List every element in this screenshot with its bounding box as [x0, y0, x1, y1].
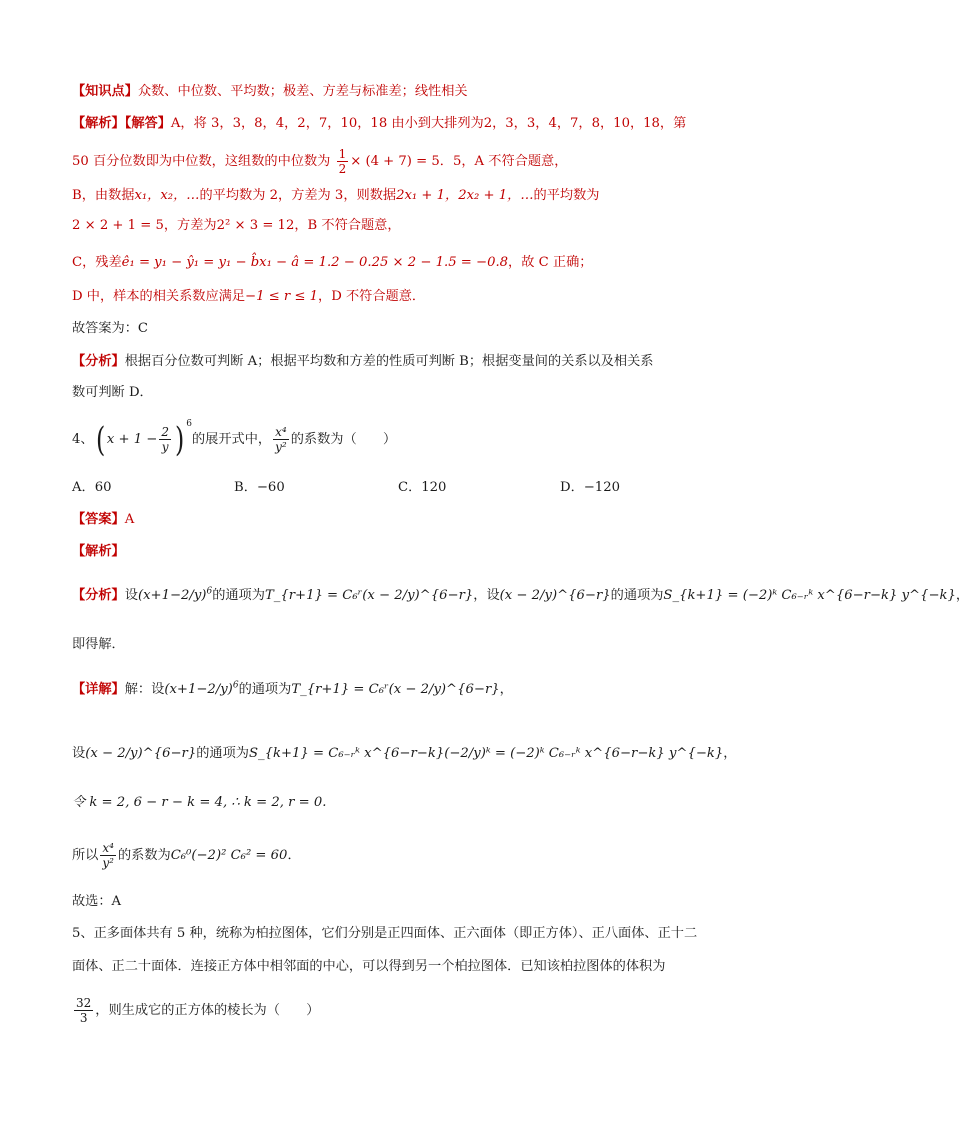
solution-tag: 【解析】【解答】 — [72, 116, 171, 131]
question-4 — [72, 418, 397, 460]
variance-formula: 2² × 3 = 12 — [216, 218, 295, 233]
knowledge-text: 众数、中位数、平均数；极差、方差与标准差；线性相关 — [137, 84, 468, 99]
fx-c: T_{r+1} = C₆ʳ(x − 2/y)^{6−r} — [264, 588, 474, 603]
analysis-tag: 【分析】 — [72, 354, 125, 369]
mean-formula: 2 × 2 + 1 = 5 — [72, 218, 164, 233]
step-4 — [72, 892, 121, 912]
xj-b: 的通项为 — [238, 682, 292, 697]
q4-term-den: y² — [275, 440, 287, 454]
knowledge-points-line — [72, 82, 468, 102]
s3-b: 的系数为 — [117, 848, 171, 863]
half-fraction — [337, 148, 349, 175]
solution-line-4 — [72, 216, 401, 236]
b-conclusion: ，B 不符合题意， — [294, 218, 401, 233]
s1-c: 的通项为 — [196, 746, 249, 761]
analysis-line-1 — [72, 352, 653, 372]
fx-f: 的通项为 — [610, 588, 664, 603]
step-2 — [72, 793, 326, 813]
d-intro: D 中，样本的相关系数应满足 — [72, 289, 246, 304]
step-1 — [72, 744, 736, 764]
s4-text: 故选：A — [72, 894, 122, 909]
q4-jiexi — [72, 542, 125, 562]
answer-tag: 【答案】 — [72, 512, 125, 527]
q4-number: 4、 — [72, 432, 94, 447]
xj-a: 解：设 — [124, 682, 165, 697]
q4-expr: x + 1 − — [106, 432, 158, 447]
q4-answer — [72, 510, 134, 530]
residual-formula: ê₁ = y₁ − ŷ₁ = y₁ − b̂x₁ − â = 1.2 − 0.25 × 2 − 1.5 = −0.8 — [121, 255, 509, 270]
fx-e: (x − 2/y)^{6−r} — [499, 588, 611, 603]
s1-a: 设 — [72, 746, 86, 761]
knowledge-tag: 【知识点】 — [72, 84, 138, 99]
s3-term — [100, 842, 116, 869]
s1-b: (x − 2/y)^{6−r} — [85, 746, 197, 761]
xj-expr: $(x+1-2/y)^6$ — [164, 680, 239, 697]
question-5-line-3 — [72, 993, 319, 1029]
fx-expr: $(x+1-2/y)^6$ — [137, 586, 213, 603]
q5-text-2: 面体、正二十面体．连接正方体中相邻面的中心，可以得到另一个柏拉图体．已知该柏拉图体的体积为 — [72, 959, 666, 974]
answer-line — [72, 319, 148, 339]
vol-num: 32 — [76, 996, 92, 1010]
q4-fraction — [159, 426, 171, 453]
xj-d: ， — [499, 682, 513, 697]
q4-xiangjie — [72, 680, 513, 700]
question-5-line-1 — [72, 924, 697, 944]
answer-text: 故答案为：C — [72, 321, 149, 336]
solution-line-5 — [72, 253, 592, 273]
option-a[interactable]: A．60 — [72, 480, 112, 495]
q4-term-num: x⁴ — [275, 425, 287, 439]
median-formula: × (4 + 7) = 5．5 — [350, 154, 462, 169]
solution-line-1 — [72, 114, 686, 134]
fx-end-line — [72, 635, 125, 655]
s1-d: S_{k+1} = C₆₋ᵣᵏ x^{6−r−k}(−2/y)ᵏ = (−2)ᵏ C₆₋ᵣᵏ x^{6−r−k} y^{−k} — [248, 746, 724, 761]
b-end: 的平均数为 — [533, 188, 600, 203]
question-5-line-2 — [72, 957, 665, 977]
answer-value: A — [124, 512, 135, 527]
option-d[interactable]: D．−120 — [560, 480, 620, 495]
s3-term-den: y² — [102, 856, 114, 870]
frac-den: 2 — [338, 162, 347, 176]
xj-c: T_{r+1} = C₆ʳ(x − 2/y)^{6−r} — [291, 682, 500, 697]
q4-frac-den: y — [161, 440, 169, 454]
q5-text-1: 5、正多面体共有 5 种，统称为柏拉图体，它们分别是正四面体、正六面体（即正方体）、正八面体、正十二 — [72, 926, 698, 941]
jiexi-tag: 【解析】 — [72, 544, 125, 559]
s3-c: C₆⁰(−2)² C₆² = 60 — [170, 848, 288, 863]
d-conclusion: ，D 不符合题意． — [318, 289, 426, 304]
variance-label: ，方差为 — [163, 218, 217, 233]
vol-den: 3 — [79, 1011, 88, 1025]
q4-end: 的系数为（ ） — [290, 432, 397, 447]
c-conclusion: ，故 C 正确； — [508, 255, 593, 270]
s2-text: 令 k = 2, 6 − r − k = 4, ∴ k = 2, r = 0. — [72, 795, 327, 810]
solution-text-a: A，将 3，3，8，4，2，7，10，18 由小到大排列为2，3，3，4，7，8，10，18，第 — [170, 116, 687, 131]
q4-options — [72, 478, 722, 498]
option-b[interactable]: B．−60 — [234, 480, 285, 495]
q4-mid: 的展开式中， — [192, 432, 272, 447]
median-text: 50 百分位数即为中位数，这组数的中位数为 — [72, 154, 331, 169]
b-intro: B，由数据 — [72, 188, 135, 203]
q4-fenxi — [72, 586, 969, 606]
fx-g: S_{k+1} = (−2)ᵏ C₆₋ᵣᵏ x^{6−r−k} y^{−k} — [663, 588, 956, 603]
solution-line-2 — [72, 148, 567, 175]
fx-d: ，设 — [473, 588, 500, 603]
s3-a: 所以 — [72, 848, 99, 863]
median-conclusion: ，A 不符合题意， — [461, 154, 568, 169]
fx-a: 设 — [124, 588, 138, 603]
analysis-text: 根据百分位数可判断 A；根据平均数和方差的性质可判断 B；根据变量间的关系以及相关系 — [124, 354, 654, 369]
xiangjie-tag: 【详解】 — [72, 682, 125, 697]
b-mid: 的平均数为 2，方差为 3，则数据 — [199, 188, 397, 203]
s1-e: ， — [723, 746, 737, 761]
option-c[interactable]: C．120 — [398, 480, 447, 495]
r-range: −1 ≤ r ≤ 1 — [245, 289, 319, 304]
fx-h: ， — [955, 588, 969, 603]
q4-exponent: 6 — [186, 418, 192, 429]
solution-line-6 — [72, 287, 425, 307]
s3-term-num: x⁴ — [102, 841, 114, 855]
solution-line-3 — [72, 186, 599, 206]
data-x: x₁，x₂，… — [134, 188, 200, 203]
q4-term — [273, 426, 289, 453]
s3-d: ． — [287, 848, 301, 863]
data-2x1: 2x₁ + 1，2x₂ + 1，… — [396, 188, 534, 203]
paren-right: ) — [174, 419, 185, 460]
paren-left: ( — [95, 419, 105, 460]
analysis-end: 数可判断 D． — [72, 385, 153, 400]
frac-num: 1 — [338, 147, 347, 161]
analysis-line-2 — [72, 383, 153, 403]
q5-text-3: ，则生成它的正方体的棱长为（ ） — [95, 1003, 320, 1018]
c-intro: C，残差 — [72, 255, 122, 270]
fx-end: 即得解． — [72, 637, 125, 652]
fx-b: 的通项为 — [212, 588, 265, 603]
volume-fraction — [74, 997, 93, 1024]
fenxi-tag: 【分析】 — [72, 588, 125, 603]
q4-frac-num: 2 — [161, 425, 169, 439]
step-3 — [72, 838, 301, 874]
